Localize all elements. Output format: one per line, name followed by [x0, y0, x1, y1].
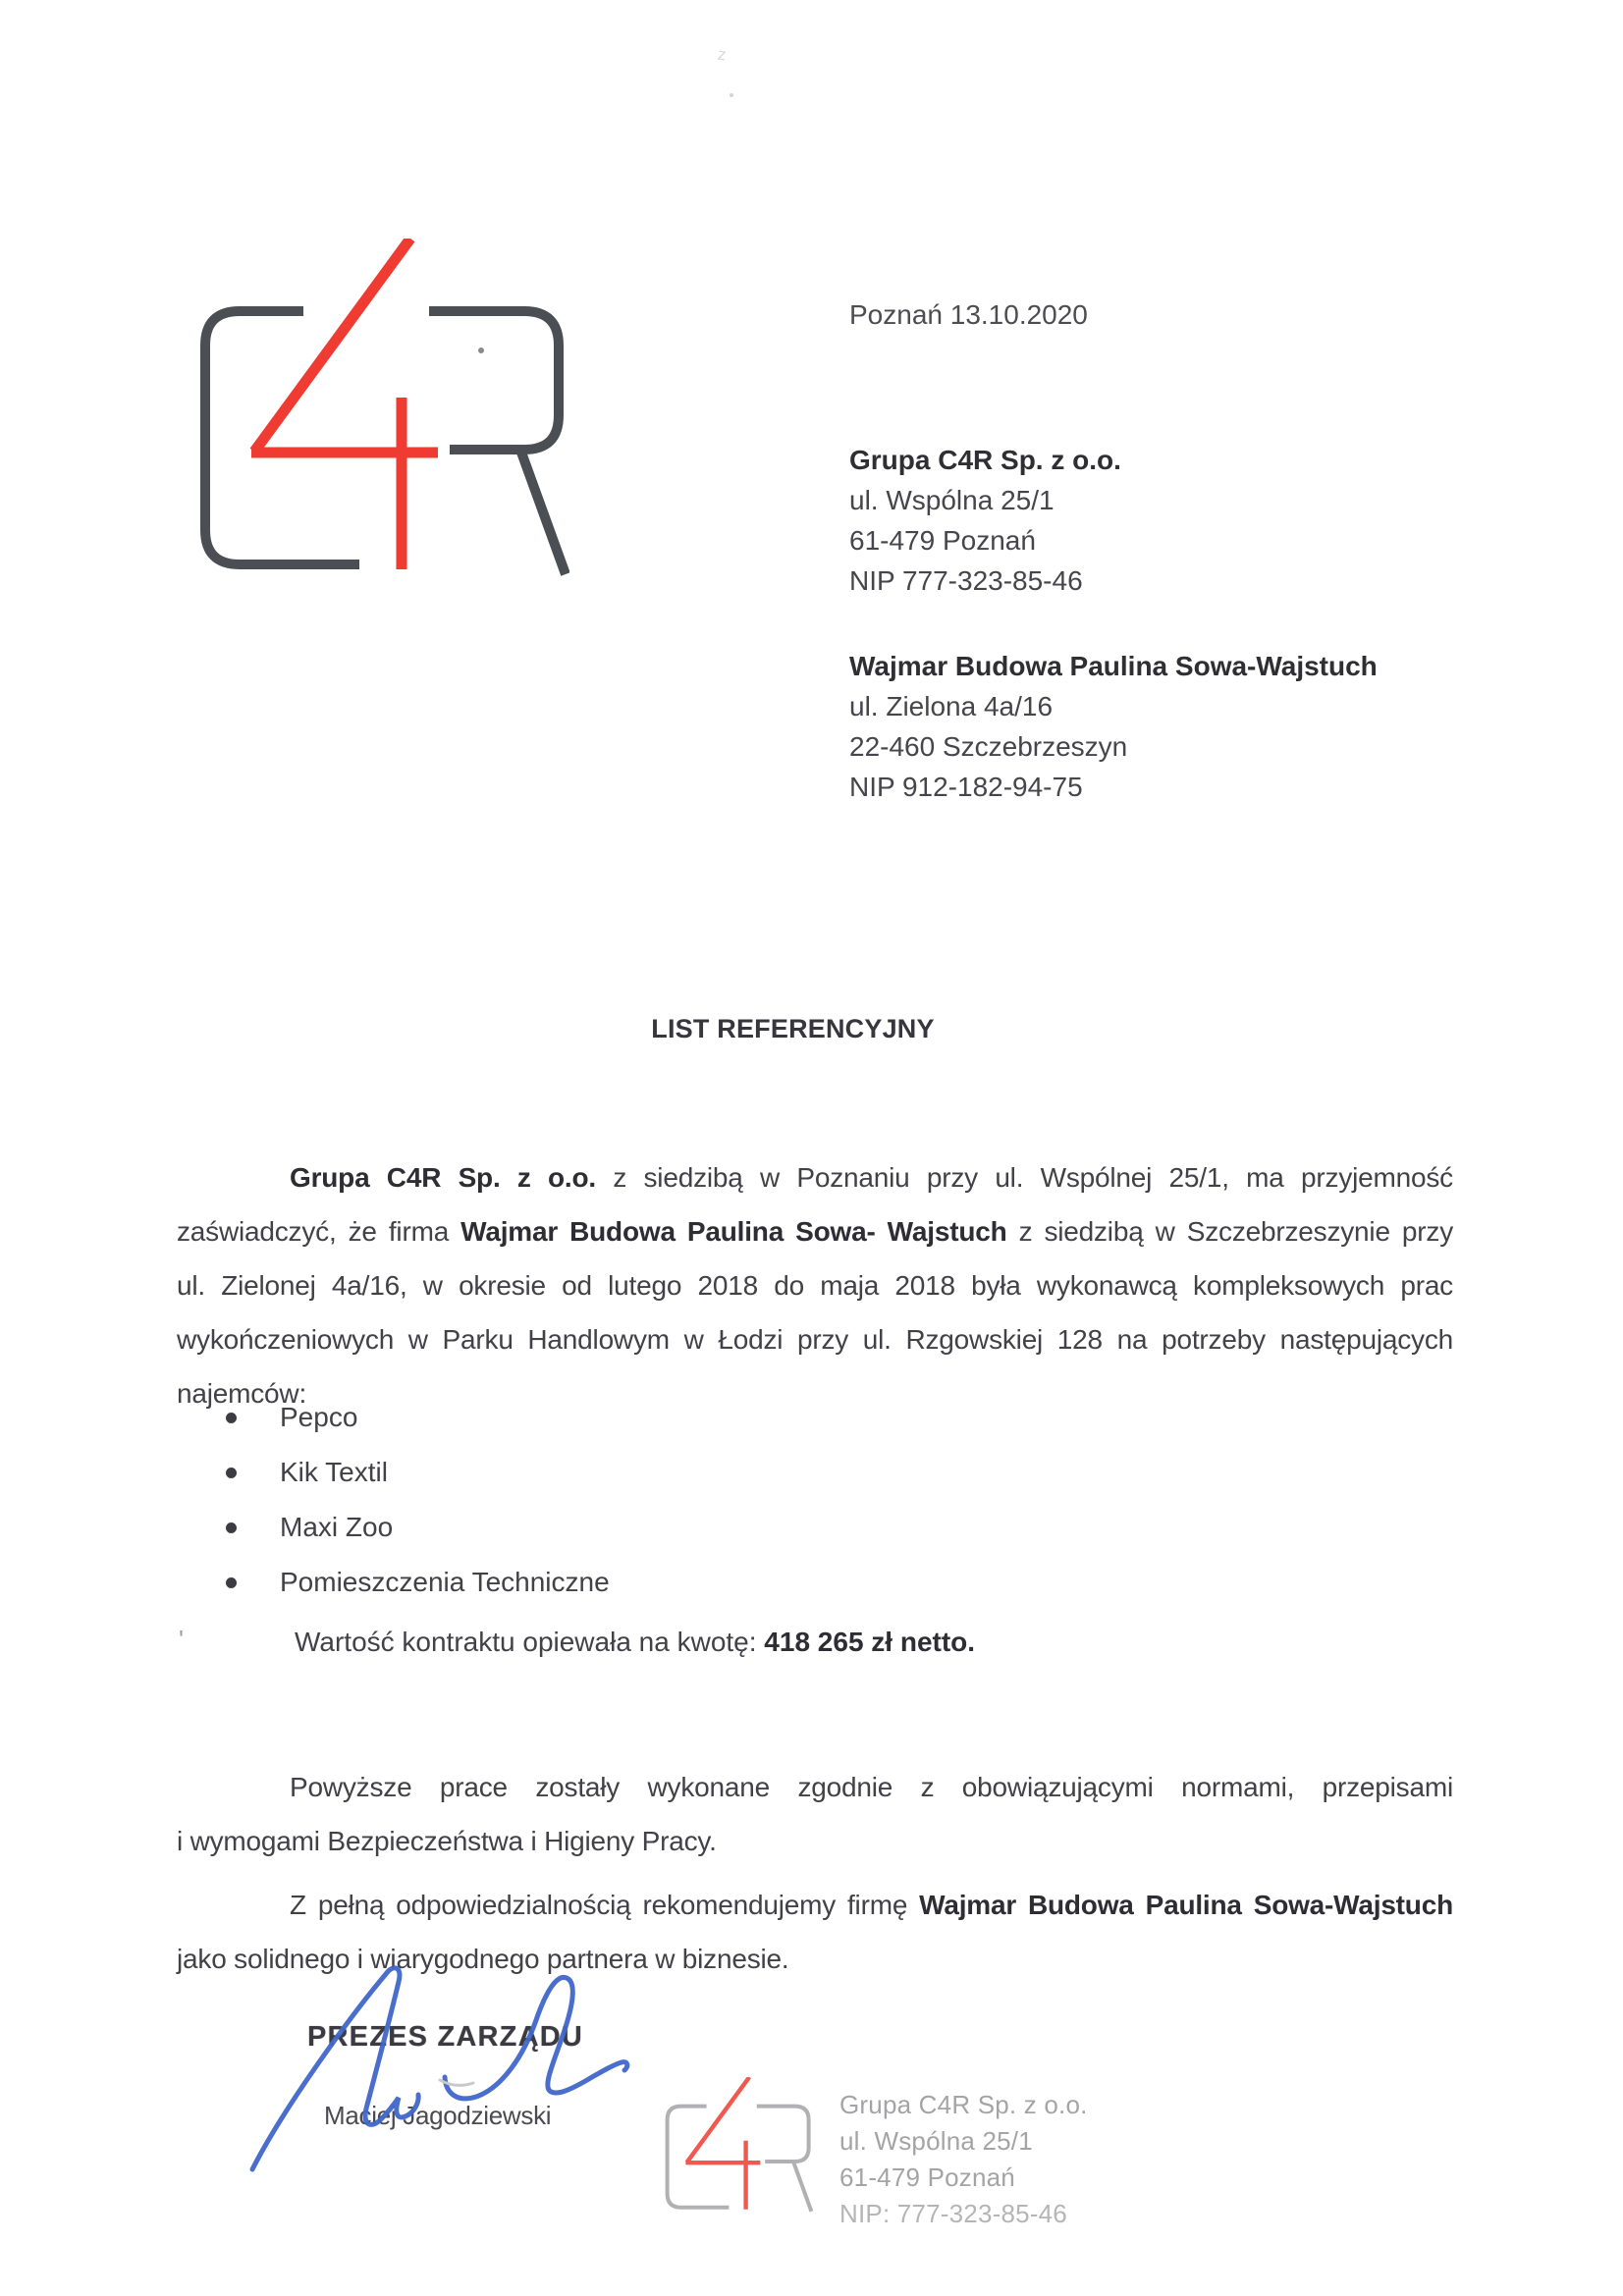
contract-amount: 418 265 zł netto. — [764, 1627, 976, 1657]
sender-city: 61-479 Poznań — [849, 525, 1036, 556]
scan-artifact-apostrophe: ' — [179, 1625, 184, 1654]
tenant-list — [226, 1390, 1306, 1610]
line-text: Z pełną odpowiedzialnością rekomendujemy firmę — [290, 1890, 920, 1920]
contract-value-line — [177, 1622, 1453, 1663]
sender-nip: NIP 777-323-85-46 — [849, 565, 1083, 596]
recipient-name: Wajmar Budowa Paulina Sowa-Wajstuch — [849, 651, 1378, 681]
paragraph-line: Powyższe prace zostały wykonane zgodnie z obowiązującymi normami, przepisami — [290, 1772, 1453, 1802]
recipient-address-block — [849, 646, 1378, 807]
list-item: Maxi Zoo — [226, 1500, 1306, 1555]
paragraph-compliance — [177, 1760, 1453, 1868]
paragraph-line: ul. Zielonej 4a/16, w okresie od lutego 2018 do maja 2018 była wykonawcą kompleksowych prac — [177, 1270, 1453, 1301]
list-item: Pepco — [226, 1390, 1306, 1445]
recipient-city: 22-460 Szczebrzeszyn — [849, 731, 1128, 762]
company-stamp-logo — [664, 2077, 813, 2213]
paragraph-line: i wymogami Bezpieczeństwa i Higieny Pracy. — [177, 1826, 717, 1856]
scan-speck — [478, 347, 484, 353]
contract-label: Wartość kontraktu opiewała na kwotę: — [295, 1627, 765, 1657]
stamp-line: NIP: 777-323-85-46 — [839, 2199, 1067, 2228]
line-text: z siedzibą w Szczebrzeszynie przy — [1006, 1216, 1453, 1247]
signer-role-title: PREZES ZARZĄDU — [307, 2021, 584, 2053]
paragraph-line — [177, 1204, 1453, 1258]
paragraph-line — [177, 1150, 1453, 1204]
sender-street: ul. Wspólna 25/1 — [849, 485, 1055, 515]
scan-artifact-dot — [730, 93, 733, 97]
sender-name: Grupa C4R Sp. z o.o. — [849, 445, 1121, 475]
signer-name: Maciej Jagodziewski — [324, 2101, 552, 2130]
paragraph-line — [177, 1878, 1453, 1932]
bold-contractor-name: Wajmar Budowa Paulina Sowa- Wajstuch — [460, 1216, 1007, 1247]
line-text: z siedzibą w Poznaniu przy ul. Wspólnej 25/1, ma przyjemność — [596, 1162, 1453, 1193]
bold-company-name: Grupa C4R Sp. z o.o. — [290, 1162, 596, 1193]
bold-contractor-name: Wajmar Budowa Paulina Sowa-Wajstuch — [919, 1890, 1453, 1920]
letter-date: Poznań 13.10.2020 — [849, 299, 1088, 330]
scan-artifact-squiggle: z — [716, 44, 728, 65]
list-item: Pomieszczenia Techniczne — [226, 1555, 1306, 1610]
list-item: Kik Textil — [226, 1445, 1306, 1500]
paragraph-line: jako solidnego i wiarygodnego partnera w biznesie. — [177, 1944, 789, 1974]
company-stamp-text — [839, 2087, 1088, 2232]
paragraph-line: wykończeniowych w Parku Handlowym w Łodzi przy ul. Rzgowskiej 128 na potrzeby następujących — [177, 1324, 1453, 1355]
sender-address-block — [849, 440, 1121, 601]
recipient-street: ul. Zielona 4a/16 — [849, 691, 1054, 721]
paragraph-introduction — [177, 1150, 1453, 1420]
paragraph-line: najemców: — [177, 1378, 307, 1409]
recipient-nip: NIP 912-182-94-75 — [849, 772, 1083, 802]
stamp-line: 61-479 Poznań — [839, 2163, 1015, 2192]
line-text: zaświadczyć, że firma — [177, 1216, 461, 1247]
c4r-company-logo — [196, 239, 569, 577]
stamp-line: ul. Wspólna 25/1 — [839, 2126, 1033, 2156]
letter-title: LIST REFERENCYJNY — [651, 1014, 935, 1043]
handwritten-signature — [241, 1958, 653, 2184]
stamp-line: Grupa C4R Sp. z o.o. — [839, 2090, 1088, 2119]
